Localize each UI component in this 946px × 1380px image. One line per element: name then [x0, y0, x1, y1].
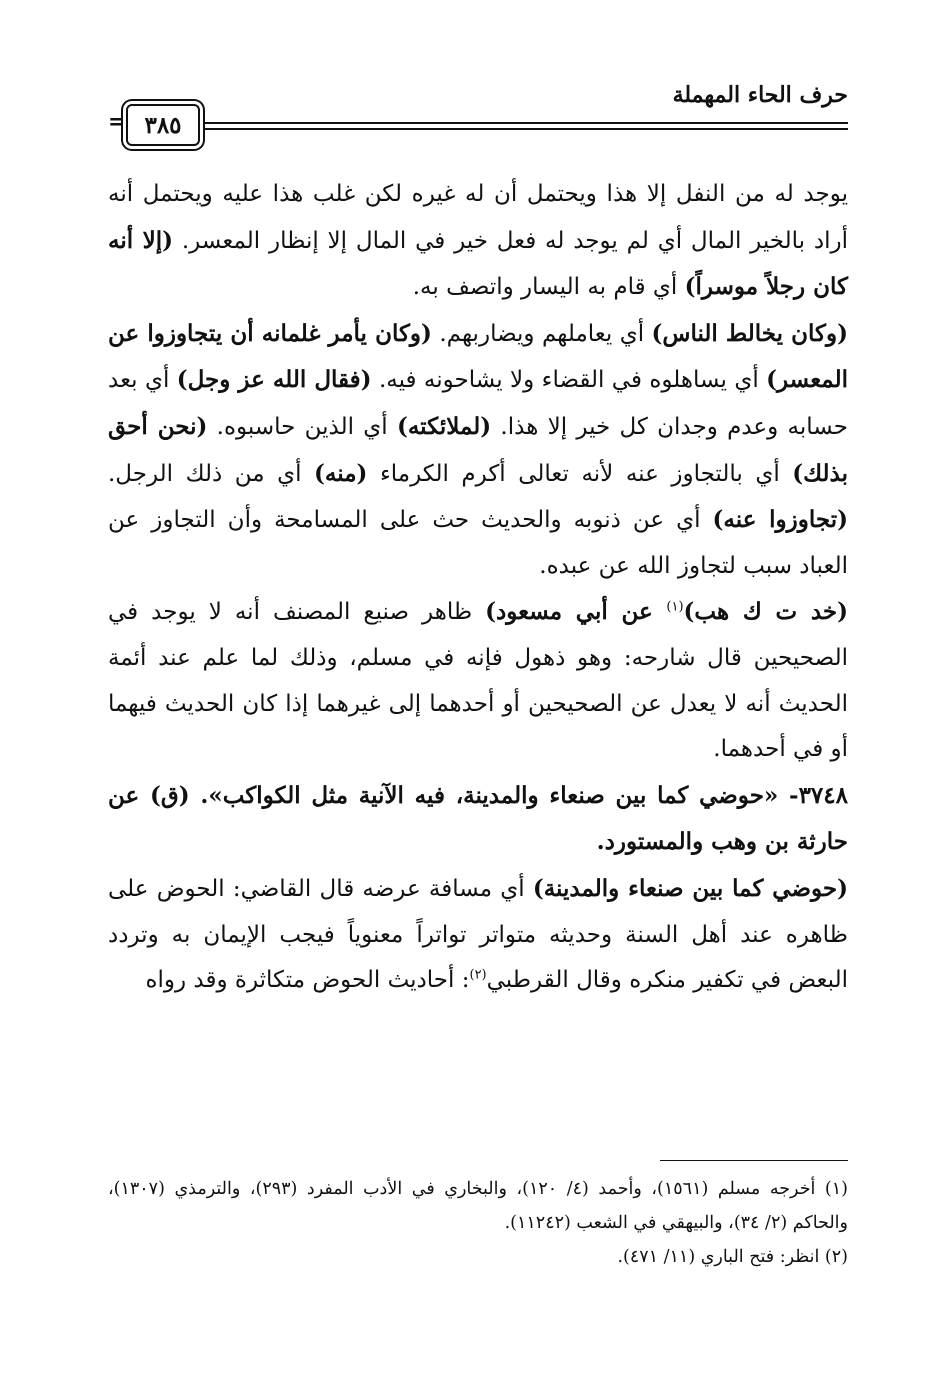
paragraph [108, 589, 848, 772]
page-number: ٣٨٥ [144, 111, 182, 139]
text-run: يوجد له من النفل إلا هذا ويحتمل أن له غيره لكن غلب هذا عليه ويحتمل أنه أراد بالخير المال أي لم يوجد له فعل خير في المال إلا إنظار المعسر. [108, 181, 848, 254]
footnote: (١) أخرجه مسلم (١٥٦١)، وأحمد (٤/ ١٢٠)، والبخاري في الأدب المفرد (٢٩٣)، والترمذي (١٣٠٧)، والحاكم (٢/ ٣٤)، والبيهقي في الشعب (١١٢٤٢). [108, 1179, 848, 1233]
text-run: أي بالتجاوز عنه لأنه تعالى أكرم الكرماء [367, 460, 793, 487]
footnote-ref: (١) [666, 599, 684, 615]
footnote: (٢) انظر: فتح الباري (١١/ ٤٧١). [617, 1247, 848, 1267]
text-run: أي عن ذنوبه والحديث حث على المسامحة وأن التجاوز عن العباد سبب لتجاوز الله عن عبده. [108, 507, 848, 579]
text-run: : أحاديث الحوض متكاثرة وقد رواه [145, 967, 470, 994]
header-rule-top [198, 122, 848, 124]
bold-quote: (إلا أنه كان رجلاً موسراً) [108, 226, 848, 301]
page-number-box [126, 104, 200, 146]
text-run: أي من ذلك الرجل. [108, 460, 315, 487]
text-run: أي يساهلوه في القضاء ولا يشاحونه فيه. [371, 367, 767, 394]
paragraph [108, 866, 848, 1004]
header-rule-bottom [198, 128, 848, 130]
paragraph [108, 311, 848, 590]
text-run: أي بعد حسابه وعدم وجدان كل خير إلا هذا. [108, 367, 848, 440]
main-text [108, 172, 848, 1004]
header-left-mark: = [108, 109, 127, 135]
chapter-title: حرف الحاء المهملة [672, 82, 848, 108]
bold-quote: (نحن أحق بذلك) [108, 412, 848, 487]
footnote-ref: (٢) [469, 967, 487, 983]
bold-hadith: ٣٧٤٨- «حوضي كما بين صنعاء والمدينة، فيه الآنية مثل الكواكب». (ق) عن حارثة بن وهب والمستورد. [108, 781, 848, 856]
text-run: أي يعاملهم ويضاربهم. [431, 320, 652, 347]
bold-quote: (فقال الله عز وجل) [176, 366, 372, 394]
text-run: أي قام به اليسار واتصف به. [412, 274, 685, 301]
bold-quote: (وكان يأمر غلمانه أن يتجاوزوا عن المعسر) [108, 319, 848, 394]
hadith-entry [108, 773, 848, 866]
footnotes [108, 1172, 848, 1274]
text-run: أي الذين حاسبوه. [207, 413, 397, 440]
bold-quote: (تجاوزوا عنه) [712, 506, 848, 534]
page-header [108, 82, 848, 152]
bold-quote: (منه) [314, 459, 368, 487]
text-run: ظاهر صنيع المصنف أنه لا يوجد في الصحيحين قال شارحه: وهو ذهول فإنه في مسلم، وذلك لما علم عند أئمة الحديث أنه لا يعدل عن الصحيحين أو أحدهما إلى غيرهما إذا كان الحديث فيهما أو في أحدهما. [108, 599, 848, 763]
bold-quote: عن أبي مسعود) [485, 598, 667, 626]
footnote-divider [660, 1160, 848, 1161]
bold-quote: (حوضي كما بين صنعاء والمدينة) [532, 874, 848, 902]
paragraph [108, 172, 848, 311]
bold-quote: (خد ت ك هب) [683, 598, 848, 626]
text-run: أي مسافة عرضه قال القاضي: الحوض على ظاهره عند أهل السنة وحديثه متواتر تواتراً معنوياً فيجب الإيمان به وتردد البعض في تكفير منكره وقال القرطبي [108, 875, 848, 994]
bold-quote: (لملائكته) [396, 412, 492, 440]
bold-quote: (وكان يخالط الناس) [651, 319, 848, 347]
